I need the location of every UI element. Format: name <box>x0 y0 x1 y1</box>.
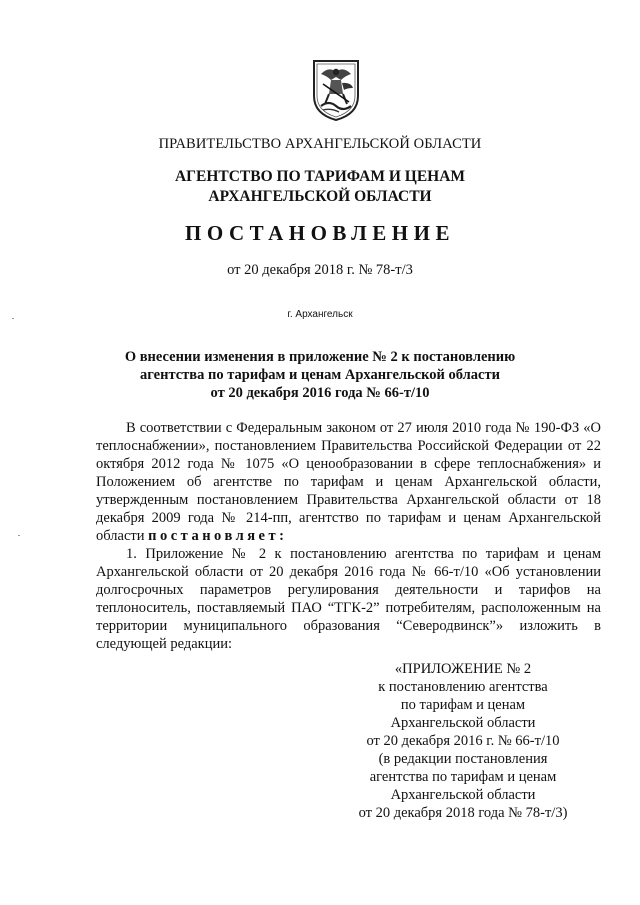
agency-name <box>0 167 640 207</box>
appendix-line: к постановлению агентства <box>378 679 548 695</box>
appendix-line: «ПРИЛОЖЕНИЕ № 2 <box>394 661 532 677</box>
preamble-text: В соответствии с Федеральным законом от 27 июля 2010 года № 190-ФЗ «О теплоснабжении», постановлением Правительства Российской Федерации от 22 октября 2012 года № 1075 «О ценообразовании в сфере теплоснабжения» и Положением об агентстве по тарифам и ценам Архангельской области, утвержденным постановлением Правительства Архангельской области от 18 декабря 2009 года № 214-пп, агентство по тарифам и ценам Архангельской области <box>96 420 601 544</box>
agency-name-line2: АРХАНГЕЛЬСКОЙ ОБЛАСТИ <box>208 188 432 205</box>
government-name: ПРАВИТЕЛЬСТВО АРХАНГЕЛЬСКОЙ ОБЛАСТИ <box>158 136 482 152</box>
scan-speck <box>12 318 14 319</box>
appendix-line: (в редакции постановления <box>378 751 548 767</box>
body-paragraph-item-1: 1. Приложение № 2 к постановлению агентства по тарифам и ценам Архангельской области от 20 декабря 2016 года № 66-т/10 «Об установлении долгосрочных параметров регулирования деятельности и тарифов на теплоноситель, поставляемый ПАО “ТГК-2” потребителям, расположенным на территории муниципального образования “Северодвинск”» изложить в следующей редакции: <box>96 546 601 652</box>
appendix-header <box>320 660 606 822</box>
appendix-line: от 20 декабря 2018 года № 78-т/3) <box>358 805 568 821</box>
subject-line2: агентства по тарифам и ценам Архангельской области <box>140 367 500 383</box>
document-type-title: ПОСТАНОВЛЕНИЕ <box>185 221 455 245</box>
appendix-line: Архангельской области <box>390 787 536 803</box>
subject-line3: от 20 декабря 2016 года № 66-т/10 <box>210 385 430 401</box>
coat-of-arms-icon <box>309 58 363 122</box>
decree-date-number: от 20 декабря 2018 г. № 78-т/3 <box>227 262 413 278</box>
appendix-line: агентства по тарифам и ценам <box>369 769 557 785</box>
scan-speck <box>18 535 20 536</box>
appendix-line: по тарифам и ценам <box>400 697 526 713</box>
resolves-word: постановляет: <box>148 528 288 544</box>
decree-subject <box>0 348 640 402</box>
issue-city: г. Архангельск <box>287 309 353 320</box>
appendix-line: от 20 декабря 2016 г. № 66-т/10 <box>366 733 560 749</box>
appendix-line: Архангельской области <box>390 715 536 731</box>
body-paragraph-preamble <box>96 419 601 545</box>
agency-name-line1: АГЕНТСТВО ПО ТАРИФАМ И ЦЕНАМ <box>174 168 466 185</box>
subject-line1: О внесении изменения в приложение № 2 к постановлению <box>124 349 516 365</box>
decree-body <box>96 419 601 653</box>
